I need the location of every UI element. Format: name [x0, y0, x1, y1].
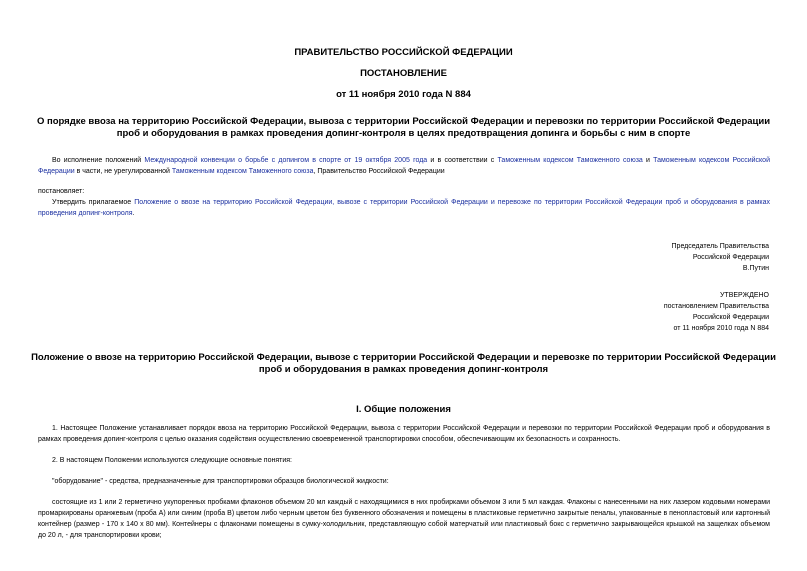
intro-text-3: и: [642, 157, 654, 164]
approved-line-1: УТВЕРЖДЕНО: [719, 292, 769, 299]
paragraph-3: "оборудование" - средства, предназначенные для транспортировки образцов биологической жидкости:: [52, 478, 389, 485]
link-regulation[interactable]: Положение о ввозе на территорию Российской Федерации, вывозе с территории Российской Федерации и перевозке по территории Российской Федерации проб и оборудования в рамках проведения допинг-контроля: [38, 199, 771, 217]
paragraph-1: 1. Настоящее Положение устанавливает порядок ввоза на территорию Российской Федерации, вывоза с территории Российской Федерации и перевозки по территории Российской Федерации проб и оборудования в рамках проведения допинг-контроля с целью оказания содействия осуществлению своевременной транспортировки способом, обеспечивающим их безопасность и сохранность.: [38, 425, 770, 443]
signature-line-1: Председатель Правительства: [671, 243, 769, 250]
regulation-title: Положение о ввозе на территорию Российской Федерации, вывозе с территории Российской Федерации и перевозке по территории Российской Федерации проб и оборудования в рамках проведения допинг-контроля: [31, 352, 776, 375]
intro-paragraph: [38, 155, 770, 177]
decree-word: постановляет:: [38, 188, 85, 195]
intro-text-2: и в соответствии с: [427, 157, 498, 164]
link-customs-code-rf[interactable]: Таможенным кодексом Российской Федерации: [38, 157, 770, 175]
link-customs-code-union[interactable]: Таможенным кодексом Таможенного союза: [497, 157, 643, 164]
signature-line-2: Российской Федерации: [692, 254, 769, 261]
approved-line-2: постановлением Правительства: [663, 303, 769, 310]
decree-paragraph: [38, 197, 770, 219]
decree-text-2: .: [132, 210, 135, 217]
decree-title: О порядке ввоза на территорию Российской Федерации, вывоза с территории Российской Федерации и перевозки по территории Российской Федерации проб и оборудования в рамках проведения допинг-контроля в целях предотвращения допинга и борьбы с ним в спорте: [36, 116, 771, 139]
intro-text-4: в части, не урегулированной: [74, 168, 172, 175]
approved-line-3: Российской Федерации: [692, 314, 769, 321]
approved-line-4: от 11 ноября 2010 года N 884: [673, 325, 769, 332]
link-convention[interactable]: Международной конвенции о борьбе с допингом в спорте от 19 октября 2005 года: [144, 157, 428, 164]
doc-type-heading: ПОСТАНОВЛЕНИЕ: [360, 68, 447, 79]
signature-block: [672, 241, 769, 274]
intro-text-5: , Правительство Российской Федерации: [313, 168, 445, 175]
approved-block: [664, 290, 769, 334]
government-heading: ПРАВИТЕЛЬСТВО РОССИЙСКОЙ ФЕДЕРАЦИИ: [294, 47, 513, 58]
signature-line-3: В.Путин: [742, 265, 769, 272]
paragraph-4: состоящие из 1 или 2 герметично укупоренных пробками флаконов объемом 20 мл каждый с находящимися в них пробирками объемом 3 или 5 мл каждая. Флаконы с нанесенными на них лазером кодовыми номерами промаркированы оранжевым (проба А) или синим (проба В) цветом либо черным цветом без буквенного обозначения и помещены в пластиковые герметично закрытые пеналы, упакованные в пенопластовый или картонный контейнер (размер - 170 х 140 х 80 мм). Контейнеры с флаконами помещены в сумку-холодильник, представляющую собой матерчатый или пластиковый бокс с герметично закрывающейся крышкой на защелках объемом до 20 л, - для транспортировки крови;: [38, 499, 770, 539]
paragraph-2: 2. В настоящем Положении используются следующие основные понятия:: [52, 457, 292, 464]
link-customs-code-union-2[interactable]: Таможенным кодексом Таможенного союза: [171, 168, 314, 175]
decree-text-1: Утвердить прилагаемое: [52, 199, 135, 206]
intro-text-1: Во исполнение положений: [52, 157, 145, 164]
decree-date: от 11 ноября 2010 года N 884: [336, 89, 471, 100]
section-heading: I. Общие положения: [356, 404, 451, 415]
